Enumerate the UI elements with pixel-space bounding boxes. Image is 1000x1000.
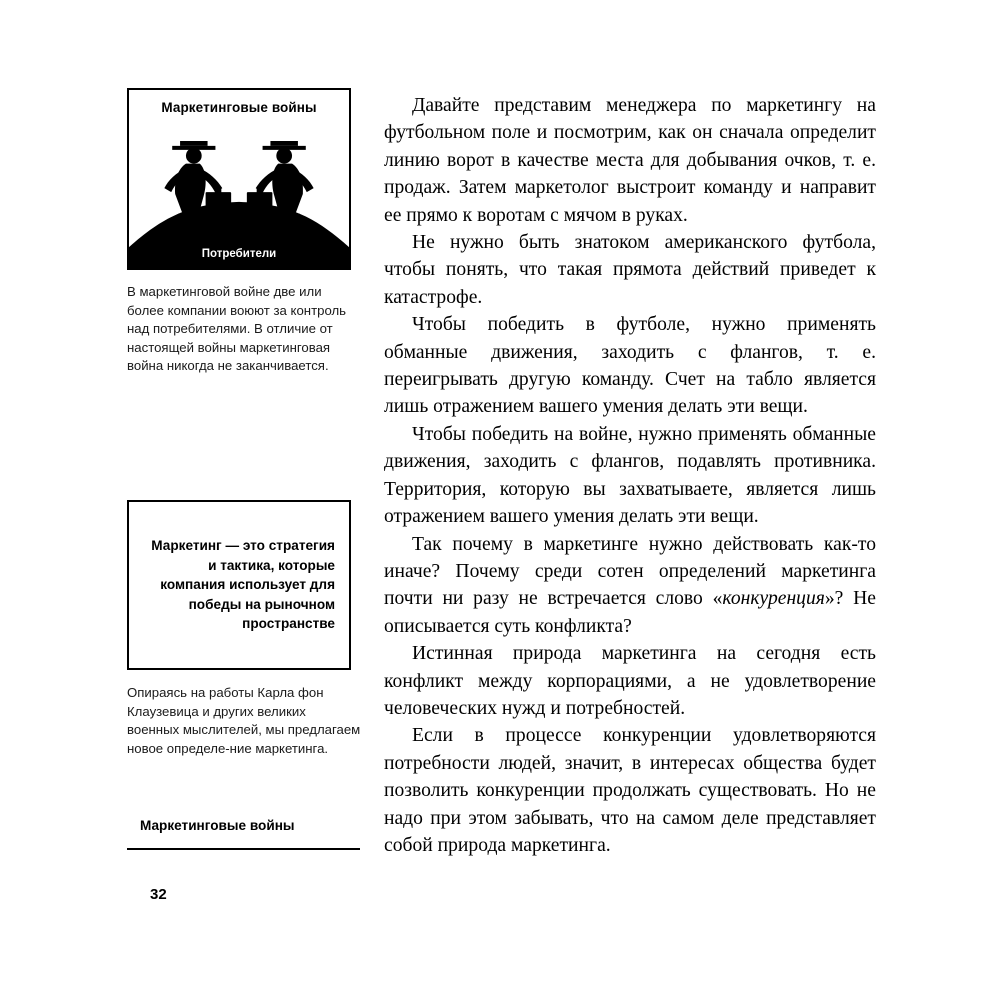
page-number: 32 [150,886,167,903]
body-text-after-italic: »? Не описывается суть конфликта? [384,588,876,637]
body-paragraph: Если в процессе конкуренции удовлетворяются потребности людей, значит, в интересах общества будет позволить конкуренции продолжать существовать. Но не надо при этом забывать, что на самом деле представляет собой природа маркетинга. [384,725,876,856]
figure-title: Маркетинговые войны [161,100,317,115]
body-paragraph: Чтобы победить на войне, нужно применять обманные движения, заходить с флангов, подавлять противника. Территория, которую вы захватываете, является лишь отражением вашего умения делать эти вещи. [384,423,876,528]
left-column [127,88,367,376]
body-paragraph: Не нужно быть знатоком американского футбола, чтобы понять, что такая прямота действий приведет к катастрофе. [384,232,876,308]
body-text-column [384,92,876,859]
running-head: Маркетинговые войны [140,818,295,833]
figure-band-label: Потребители [201,248,277,260]
body-paragraph-with-italic [384,531,876,641]
body-paragraph: Истинная природа маркетинга на сегодня есть конфликт между корпорациями, а не удовлетворение человеческих нужд и потребностей. [384,643,876,719]
body-paragraph: Чтобы победить в футболе, нужно применять обманные движения, заходить с флангов, т. е. переигрывать другую команду. Счет на табло является лишь отражением вашего умения делать эти вещи. [384,314,876,418]
pullquote-caption: Опираясь на работы Карла фон Клаузевица и других великих военных мыслителей, мы предлагаем новое определе‑ние маркетинга. [127,685,361,756]
pullquote-box [127,500,351,670]
figure-caption: В маркетинговой войне две или более компании воюют за контроль над потребителями. В отличие от настоящей войны маркетинговая война никогда не заканчивается. [127,284,347,374]
body-paragraph: Давайте представим менеджера по маркетингу на футбольном поле и посмотрим, как он сначала определит линию ворот в качестве места для добывания очков, т. е. продаж. Затем маркетолог выстроит команду и направит ее прямо к воротам с мячом в руках. [384,95,876,226]
body-text-before-italic: Так почему в маркетинге нужно действовать как-то иначе? Почему среди сотен определений маркетинга почти ни разу не встречается слово « [384,533,876,610]
pullquote-text: Маркетинг — это стратегия и тактика, которые компания использует для победы на рыночном пространстве [151,538,335,632]
italic-term: конкуренция [722,588,825,610]
figure-marketing-wars [127,88,351,270]
running-head-rule [127,848,360,850]
